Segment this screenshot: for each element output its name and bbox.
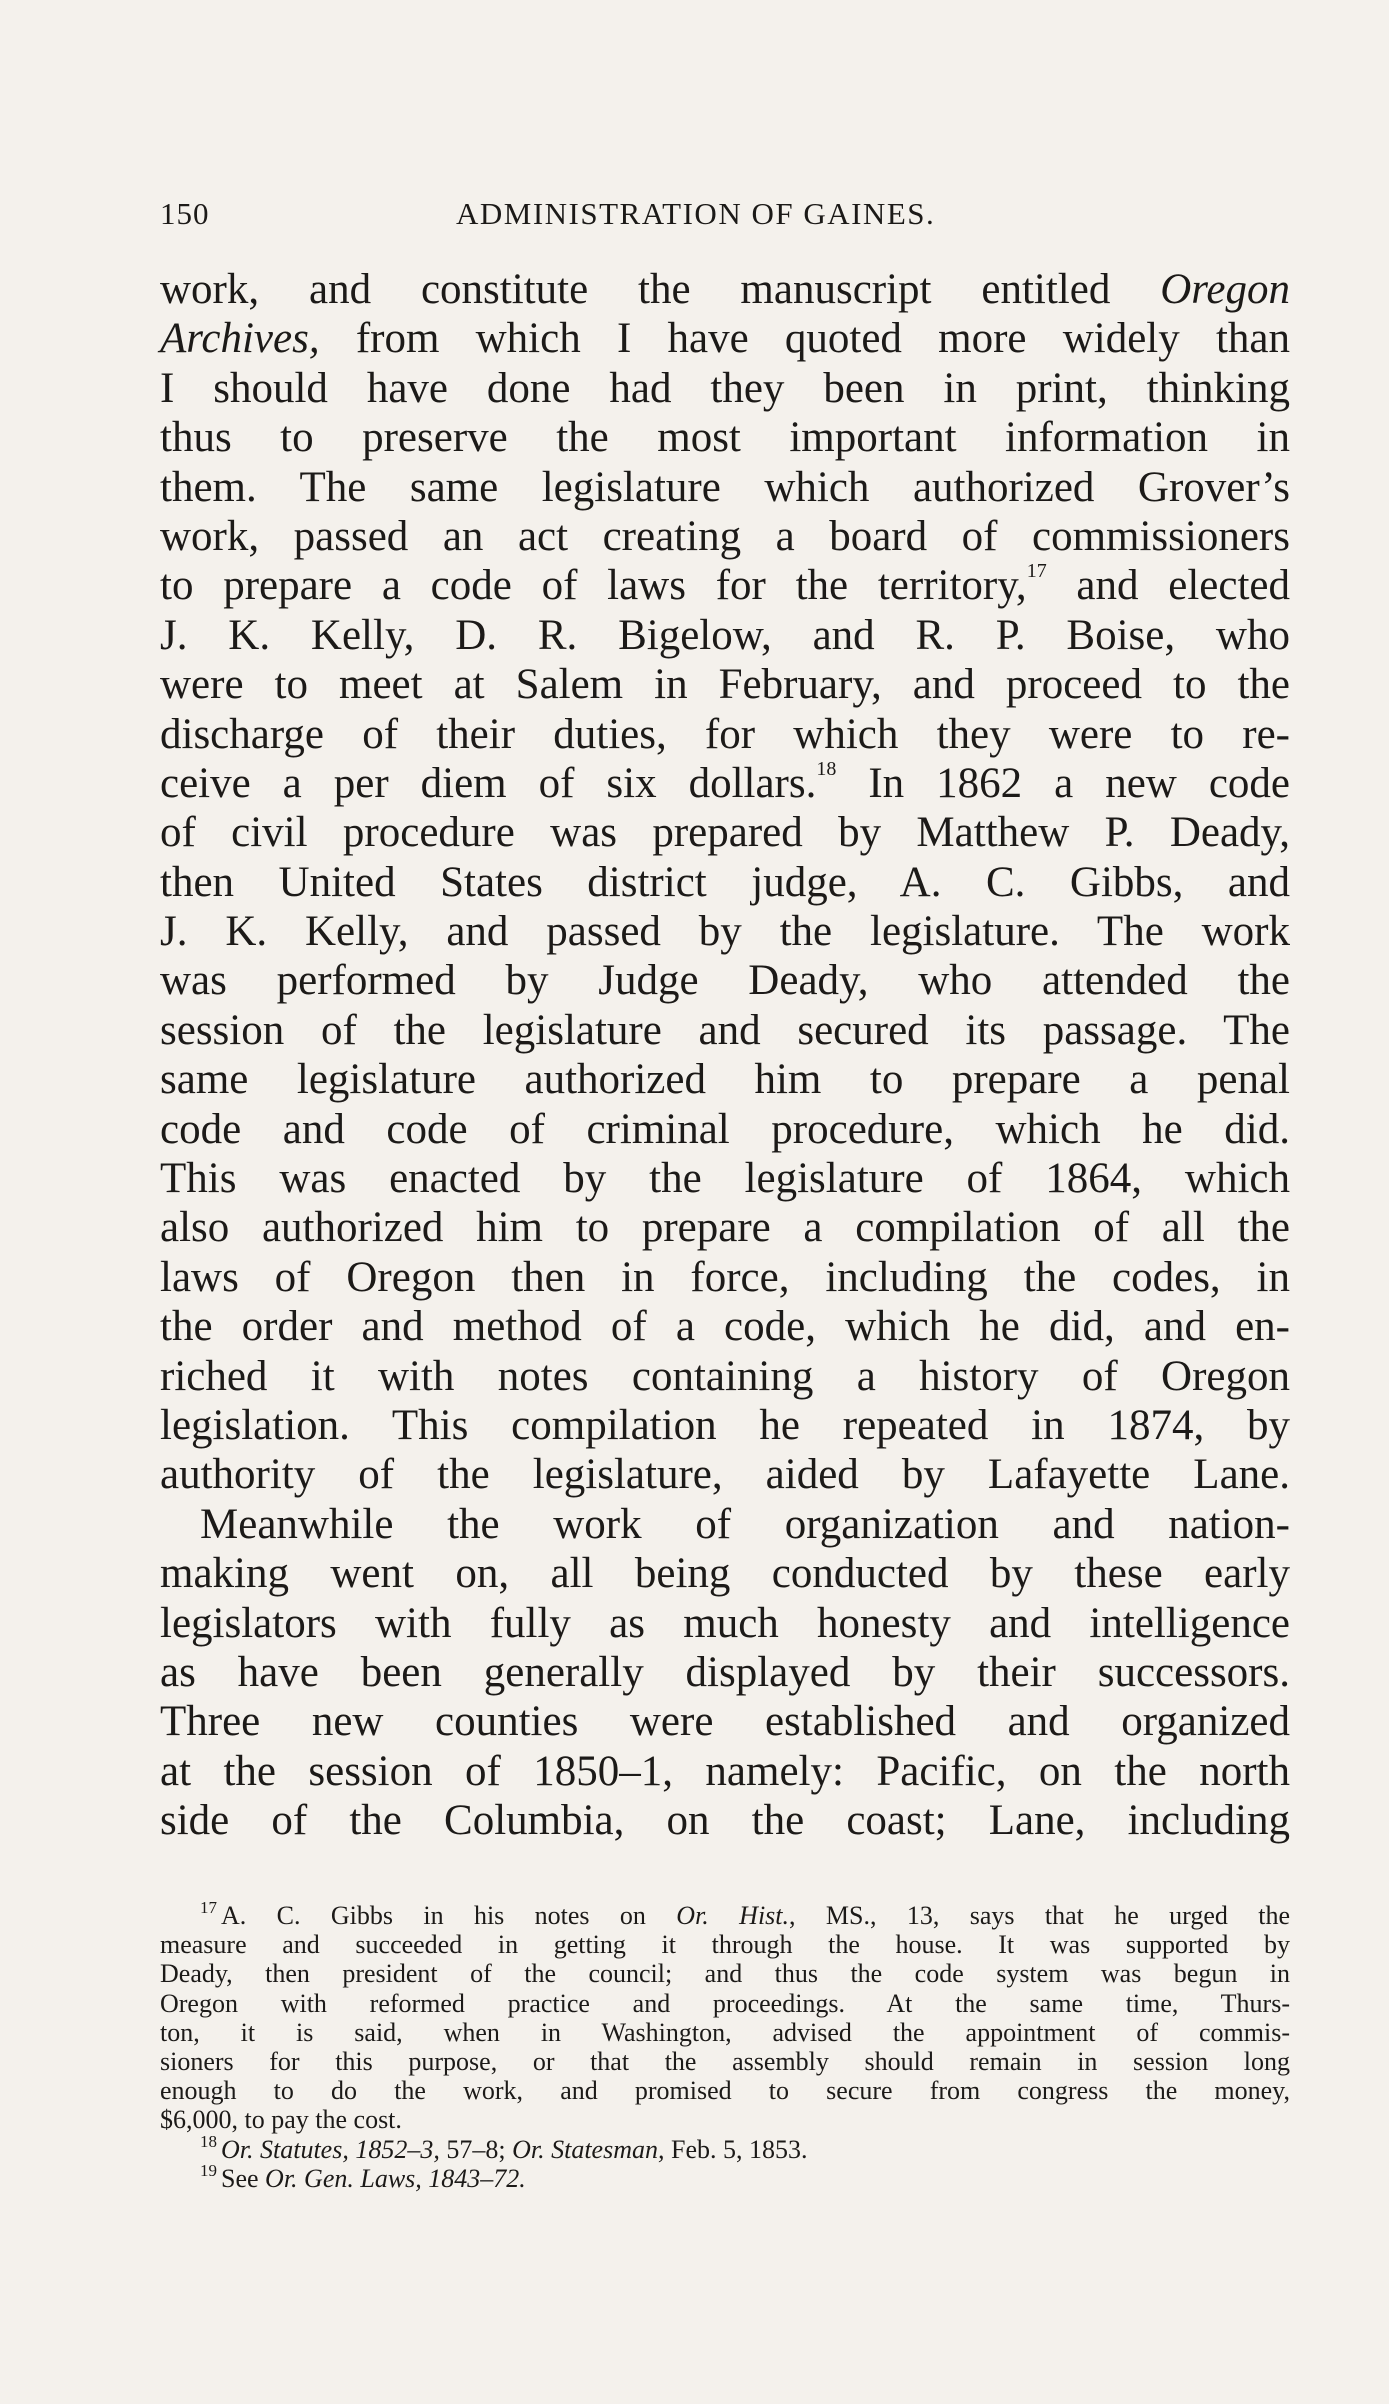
text-line: [160, 265, 1290, 314]
text-run: A. C. Gibbs in his notes on: [221, 1901, 677, 1930]
text-line: of civil procedure was prepared by Matthew P. Deady,: [160, 809, 1290, 857]
footnote-18: [160, 2131, 1290, 2164]
text-run: and elected: [1046, 562, 1290, 610]
footnote-17-line: [160, 1898, 1291, 1930]
page-number: 150: [160, 196, 210, 231]
page-header: [160, 196, 1280, 236]
italic-title: Or. Hist.: [676, 1901, 790, 1930]
text-line: were to meet at Salem in February, and proceed to the: [160, 661, 1290, 709]
running-title: ADMINISTRATION OF GAINES.: [456, 196, 936, 231]
text-line: them. The same legislature which authorized Grover’s: [160, 463, 1290, 511]
text-line: session of the legislature and secured its passage. The: [160, 1006, 1290, 1054]
text-run: See: [221, 2163, 266, 2193]
text-line: the order and method of a code, which he did, and en-: [160, 1303, 1290, 1351]
text-run: from which I have quoted more widely than: [319, 315, 1290, 363]
text-line: as have been generally displayed by their successors.: [160, 1648, 1290, 1696]
footnote-17-line: measure and succeeded in getting it through the house. It was supported by: [160, 1930, 1290, 1960]
text-line: same legislature authorized him to prepare a penal: [160, 1056, 1290, 1104]
text-run: work, and constitute the manuscript entitled: [160, 266, 1161, 313]
footnote-number: 18: [200, 2131, 217, 2151]
text-line: also authorized him to prepare a compilation of all the: [160, 1204, 1290, 1252]
footnote-17-line: Deady, then president of the council; and thus the code system was begun in: [160, 1959, 1290, 1989]
italic-title: Or. Gen. Laws, 1843–72.: [265, 2163, 526, 2193]
text-run: to prepare a code of laws for the territory,: [160, 562, 1027, 610]
footnote-17-line: Oregon with reformed practice and proceedings. At the same time, Thurs-: [160, 1988, 1290, 2018]
text-line: This was enacted by the legislature of 1864, which: [160, 1155, 1290, 1203]
text-line: J. K. Kelly, and passed by the legislature. The work: [160, 908, 1290, 956]
text-line: I should have done had they been in print, thinking: [160, 364, 1290, 412]
footnote-number: 17: [200, 1898, 217, 1917]
footnote-17-line: sioners for this purpose, or that the assembly should remain in session long: [160, 2046, 1290, 2076]
footnotes: [160, 1898, 1291, 2193]
footnote-ref: 17: [1026, 560, 1047, 583]
text-run: Feb. 5, 1853.: [664, 2134, 808, 2164]
footnote-19: [160, 2160, 1290, 2193]
italic-title: Oregon: [1160, 266, 1290, 313]
text-line: laws of Oregon then in force, including the codes, in: [160, 1253, 1290, 1301]
text-line: J. K. Kelly, D. R. Bigelow, and R. P. Boise, who: [160, 611, 1290, 659]
text-line: legislators with fully as much honesty and intelligence: [160, 1599, 1290, 1647]
footnote-17-line: enough to do the work, and promised to secure from congress the money,: [160, 2076, 1290, 2106]
text-line: code and code of criminal procedure, which he did.: [160, 1105, 1290, 1153]
text-line: [160, 759, 1290, 808]
text-line: riched it with notes containing a history of Oregon: [160, 1352, 1290, 1400]
text-line: at the session of 1850–1, namely: Pacific, on the north: [160, 1747, 1290, 1795]
text-line: Three new counties were established and organized: [160, 1698, 1290, 1746]
text-line: side of the Columbia, on the coast; Lane, including: [160, 1797, 1290, 1845]
text-run: , MS., 13, says that he urged the: [789, 1901, 1291, 1930]
italic-title: Or. Statesman,: [512, 2134, 665, 2164]
main-text: [160, 265, 1290, 1846]
paragraph-start-line: Meanwhile the work of organization and nation-: [200, 1500, 1290, 1548]
footnote-ref: 18: [816, 757, 837, 780]
text-line: thus to preserve the most important information in: [160, 414, 1290, 462]
text-line: was performed by Judge Deady, who attended the: [160, 957, 1290, 1005]
text-line: work, passed an act creating a board of commissioners: [160, 512, 1290, 560]
text-run: In 1862 a new code: [836, 759, 1290, 807]
text-line: making went on, all being conducted by these early: [160, 1550, 1290, 1598]
text-line: discharge of their duties, for which they were to re-: [160, 710, 1290, 758]
text-line: then United States district judge, A. C. Gibbs, and: [160, 858, 1290, 906]
footnote-17-line: ton, it is said, when in Washington, advised the appointment of commis-: [160, 2017, 1290, 2047]
text-line: [160, 314, 1290, 363]
footnote-17-line: $6,000, to pay the cost.: [160, 2105, 402, 2135]
italic-title: Archives,: [160, 315, 320, 363]
italic-title: Or. Statutes, 1852–3,: [221, 2134, 440, 2164]
text-line: [160, 561, 1290, 610]
text-run: 57–8;: [439, 2134, 513, 2164]
text-line: authority of the legislature, aided by Lafayette Lane.: [160, 1451, 1290, 1499]
footnote-number: 19: [200, 2160, 217, 2180]
text-run: ceive a per diem of six dollars.: [160, 759, 817, 807]
text-line: legislation. This compilation he repeated in 1874, by: [160, 1401, 1290, 1449]
